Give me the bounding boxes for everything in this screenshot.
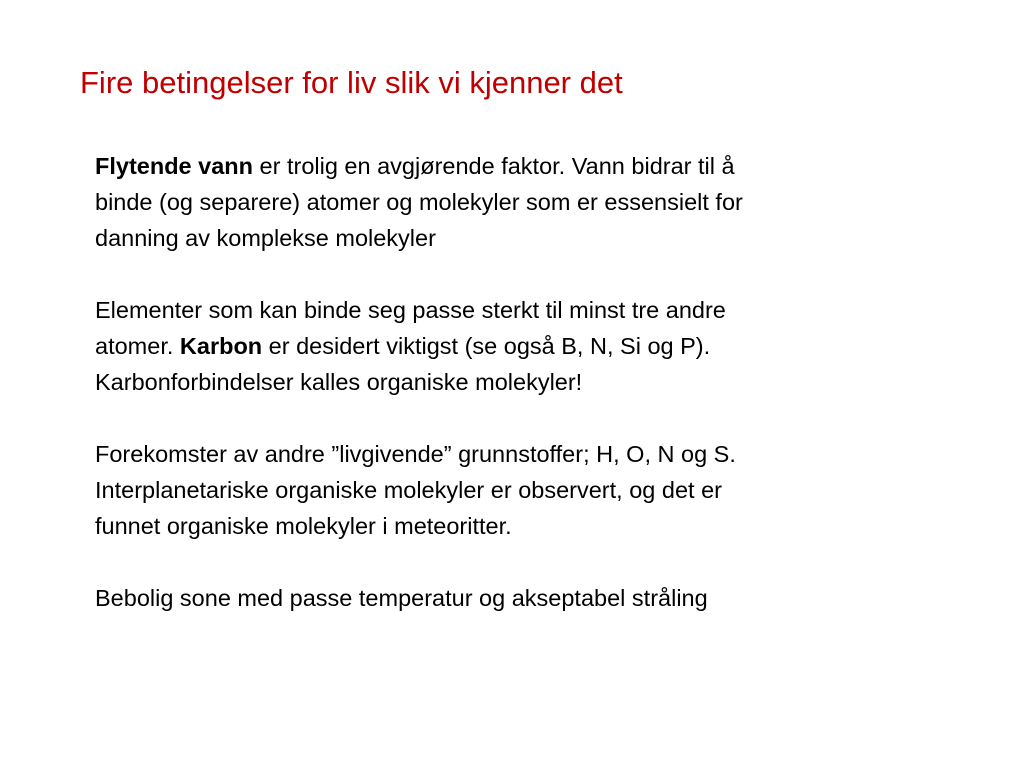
slide-title: Fire betingelser for liv slik vi kjenner det xyxy=(80,65,623,100)
text-run: atomer. xyxy=(95,333,180,359)
bold-term-carbon: Karbon xyxy=(179,333,263,359)
text-line: Interplanetariske organiske molekyler er observert, og det er xyxy=(95,477,722,503)
text-line: Karbonforbindelser kalles organiske molekyler! xyxy=(95,369,583,395)
text-line: Elementer som kan binde seg passe sterkt til minst tre andre xyxy=(95,297,726,323)
text-line xyxy=(95,328,915,364)
text-line: funnet organiske molekyler i meteoritter. xyxy=(95,513,512,539)
text-line: Forekomster av andre ”livgivende” grunnstoffer; H, O, N og S. xyxy=(95,441,736,467)
paragraph-liquid-water xyxy=(95,148,915,256)
text-line: Bebolig sone med passe temperatur og akseptabel stråling xyxy=(95,585,708,611)
text-line: binde (og separere) atomer og molekyler som er essensielt for xyxy=(95,189,743,215)
text-line xyxy=(95,148,915,184)
slide-body xyxy=(95,148,915,616)
text-line: danning av komplekse molekyler xyxy=(95,225,436,251)
text-run: er trolig en avgjørende faktor. Vann bidrar til å xyxy=(253,153,735,179)
bold-term-liquid-water: Flytende vann xyxy=(95,153,254,179)
paragraph-elements xyxy=(95,436,915,544)
paragraph-carbon xyxy=(95,292,915,400)
paragraph-habitable-zone xyxy=(95,580,915,616)
text-run: er desidert viktigst (se også B, N, Si og P). xyxy=(262,333,711,359)
